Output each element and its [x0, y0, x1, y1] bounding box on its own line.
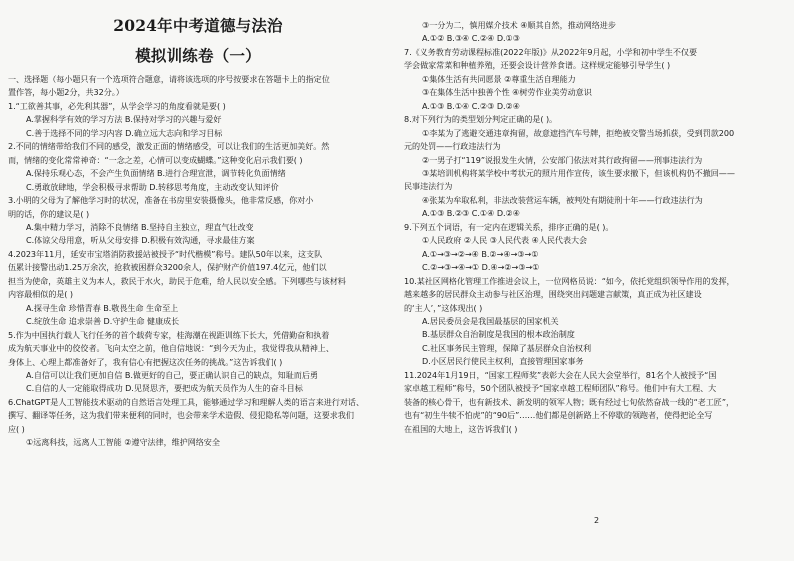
text-line: D.小区居民行使民主权利，直接管理国家事务: [422, 356, 584, 367]
text-line: 明的话，你的建议是( ): [8, 208, 90, 219]
text-line: ③某培训机构将某学校中考状元的照片用作宣传，该生要求撤下，但该机构仍不撤回——: [422, 167, 735, 178]
text-line: 10.某社区网格化管理工作推进会议上，一位网格员说：“如今，依托党组织领导作用的发挥，: [404, 275, 735, 286]
right-column-text: [404, 20, 784, 434]
text-line: ④张某为牟取私利，非法改装营运车辆，被判处有期徒刑十年——行政违法行为: [422, 194, 703, 205]
text-line: A.①→③→②→④ B.②→④→③→①: [422, 248, 539, 259]
text-line: 在祖国的大地上，这告诉我们( ): [404, 423, 518, 434]
text-line: 元的处罚——行政违法行为: [404, 141, 501, 152]
text-line: 家卓越工程师”称号，50个团队被授予“国家卓越工程师团队”称号。他们中有大工程、大: [404, 383, 717, 394]
text-line: 9.下列五个词语，有一定内在逻辑关系，排序正确的是( )。: [404, 221, 614, 232]
text-line: B.基层群众自治制度是我国的根本政治制度: [422, 329, 575, 340]
text-line: 11.2024年1月19日，“国家工程师奖”表彰大会在人民大会堂举行，81名个人被授予“国: [404, 369, 717, 380]
text-line: A.自信可以让我们更加自信 B.做更好的自己，要正确认识自己的缺点，知耻而后勇: [26, 369, 318, 380]
text-line: C.体谅父母用意，听从父母安排 D.积极有效沟通，寻求最佳方案: [26, 235, 255, 246]
text-line: C.②→③→④→① D.④→②→③→①: [422, 262, 540, 273]
text-line: A.集中精力学习，消除不良情绪 B.坚持自主独立，理直气壮改变: [26, 221, 254, 232]
text-line: ③在集体生活中独善个性 ④树劳作业美劳动意识: [422, 87, 592, 98]
text-line: 的‘主人’，”这体现出( ): [404, 302, 483, 313]
text-line: 7.《义务教育劳动课程标准(2022年版)》从2022年9月起，小学和初中学生不仅要: [404, 46, 698, 57]
text-line: 而，情绪的变化常常神奇：“一念之差，心情可以变成蝴蝶。”这种变化启示我们要( ): [8, 154, 303, 165]
text-line: 内容最相似的是( ): [8, 289, 74, 300]
text-line: C.社区事务民主管理，保障了基层群众自治权利: [422, 342, 592, 353]
text-line: 4.2023年11月，延安市宝塔消防救援站被授予“时代楷模”称号。建队50年以来，这支队: [8, 248, 323, 259]
exam-title: 2024年中考道德与法治: [113, 16, 283, 35]
left-column-text: [8, 74, 388, 448]
text-line: 学会做家常菜和种植养殖，还要会设计营养食谱。这样规定能够引导学生( ): [404, 60, 671, 71]
text-line: A.保持乐观心态，不会产生负面情绪 B.进行合理宣泄，调节转化负面情绪: [26, 168, 286, 179]
text-line: A.探寻生命 珍惜青春 B.敬畏生命 生命至上: [26, 302, 179, 313]
text-line: 6.ChatGPT是人工智能技术驱动的自然语言处理工具，能够通过学习和理解人类的语言来进行对话、: [8, 396, 364, 407]
text-line: 身体上、心理上都准备好了，我有信心有把握这次任务的挑战。”这告诉我们( ): [8, 356, 283, 367]
text-line: 8.对下列行为的类型划分判定正确的是( )。: [404, 114, 558, 125]
right-column: [404, 0, 784, 561]
text-line: A.①② B.③④ C.②④ D.①③: [422, 33, 520, 44]
text-line: ①集体生活有共同愿景 ②尊重生活自理能力: [422, 73, 576, 84]
text-line: 一、选择题（每小题只有一个选项符合题意，请将该选项的序号按要求在答题卡上的指定位: [8, 74, 330, 84]
text-line: ①李某为了逃避交通违章拘留，故意遮挡汽车号牌，拒绝被交警当场抓获，受到罚款200: [422, 127, 735, 138]
text-line: 也有“初生牛犊不怕虎”的“90后”……他们都是创新路上不停歇的领跑者，使得把论全写: [404, 410, 713, 421]
text-line: 应( ): [8, 423, 25, 434]
text-line: 成为航天事业中的佼佼者。飞向太空之前，他自信地说：“到今天为止，我觉得我从精神上、: [8, 343, 334, 354]
text-line: A.①③ B.①④ C.②③ D.②④: [422, 100, 520, 111]
text-line: 民事违法行为: [404, 181, 453, 192]
text-line: 越来越多的居民群众主动参与社区治理，围绕突出问题建言献策，真正成为社区建设: [404, 289, 702, 300]
text-line: 5.作为中国执行载人飞行任务的首个载荷专家，桂海潮在视距训练下长大，凭借勤奋和执着: [8, 329, 330, 340]
text-line: 3.小明的父母为了解他学习时的状况，准备在书房里安装摄像头，他非常反感，你对小: [8, 195, 314, 206]
text-line: C.自信的人一定能取得成功 D.见贤思齐，要把成为航天员作为人生的奋斗目标: [26, 383, 303, 394]
text-line: C.勇敢放肆地，学会积极寻求帮助 D.转移思考角度，主动改变认知评价: [26, 181, 279, 192]
left-column: [8, 0, 388, 561]
text-line: 2.不同的情绪带给我们不同的感受，激发正面的情绪感受，可以让我们的生活更加美好。然: [8, 141, 330, 152]
text-line: 撰写、翻译等任务，这为我们带来便利的同时，也会带来学术造假、侵犯隐私等问题，这要求我们: [8, 410, 354, 421]
text-line: C.绽放生命 追求崇善 D.守护生命 健康成长: [26, 316, 180, 327]
text-line: ①远离科技，远离人工智能 ②遵守法律，维护网络安全: [26, 437, 220, 448]
page-number: 2: [594, 516, 600, 525]
text-line: ②一男子打“119”说报发生火情，公安部门依法对其行政拘留——刑事违法行为: [422, 154, 703, 165]
text-line: A.居民委员会是我国最基层的国家机关: [422, 315, 559, 326]
text-line: A.①③ B.②③ C.①④ D.②④: [422, 208, 520, 219]
text-line: 伍累计接警出动1.25万余次，抢救被困群众3200余人，保护财产价值197.4亿元，他们以: [8, 262, 327, 273]
text-line: 担当为使命，英雄主义为本人，救民于水火，助民于危难，给人民以安全感。下列哪些与该材料: [8, 275, 346, 286]
text-line: ③一分为二，慎用媒介技术 ④顺其自然，推动网络进步: [422, 20, 616, 30]
text-line: A.掌握科学有效的学习方法 B.保持对学习的兴趣与爱好: [26, 114, 222, 125]
text-line: 置作答，每小题2分，共32分。）: [8, 87, 124, 98]
exam-subtitle: 模拟训练卷（一）: [135, 46, 261, 65]
text-line: 装备的核心骨干，也有新技术、新发明的领军人物；既有经过七旬依然奋战一线的“老工匠”，: [404, 396, 735, 407]
text-line: C.善于选择不同的学习内容 D.确立远大志向和学习目标: [26, 127, 223, 138]
text-line: 1.“工欲善其事，必先利其器”，从学会学习的角度看就是要( ): [8, 100, 226, 111]
text-line: ①人民政府 ②人民 ③人民代表 ④人民代表大会: [422, 235, 588, 246]
